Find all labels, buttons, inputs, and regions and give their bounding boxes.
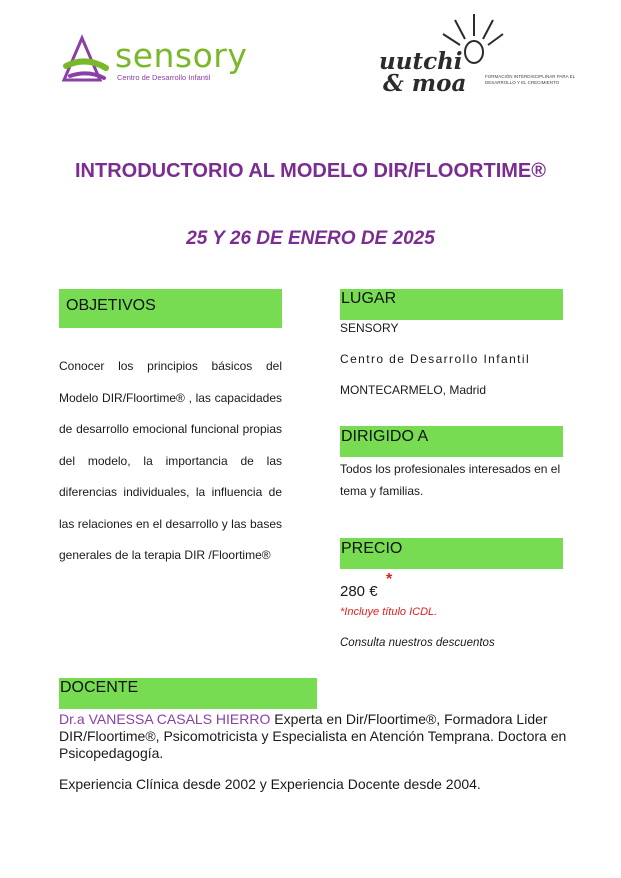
logo-tagline: FORMACIÓN INTERDISCIPLINAR PARA EL DESARROLLO Y EL CRECIMIENTO	[485, 74, 576, 85]
objetivos-heading	[59, 289, 282, 328]
sensory-logo-word: sensory	[115, 36, 248, 75]
objetivos-text: Conocer los principios básicos del Modelo DIR/Floortime® , las capacidades de desarrollo emocional funcional propias del modelo, la importancia de las diferencias individuales, la influencia de las relaciones en el desarrollo y las bases generales de la terapia DIR /Floortime®	[59, 359, 282, 562]
descuentos-note: Consulta nuestros descuentos	[340, 637, 495, 649]
uutchi-moa-logo	[375, 8, 585, 118]
price-asterisk: *	[386, 571, 393, 588]
logo-word-uutchi: uutchi	[379, 48, 463, 75]
sensory-logo	[60, 0, 250, 120]
lugar-line-2: Centro de Desarrollo Infantil	[340, 352, 531, 366]
dirigido-heading-label: DIRIGIDO A	[341, 428, 429, 445]
docente-name: Dr.a VANESSA CASALS HIERRO	[59, 711, 271, 727]
sensory-logo-icon	[60, 30, 115, 85]
precio-heading	[340, 538, 563, 569]
page-title: INTRODUCTORIO AL MODELO DIR/FLOORTIME®	[74, 160, 546, 182]
lugar-heading-label: LUGAR	[341, 290, 397, 307]
docente-heading	[59, 678, 317, 709]
precio-heading-label: PRECIO	[341, 540, 403, 557]
lugar-heading	[340, 289, 563, 320]
price-note: *Incluye título ICDL.	[340, 606, 438, 618]
price-value: 280 €	[340, 583, 378, 600]
course-date: 25 Y 26 DE ENERO DE 2025	[186, 228, 435, 249]
dirigido-text: Todos los profesionales interesados en el tema y familias.	[340, 462, 561, 498]
objetivos-heading-label: OBJETIVOS	[66, 297, 156, 314]
dirigido-heading	[340, 426, 563, 457]
docente-heading-label: DOCENTE	[60, 679, 139, 696]
lugar-line-3: MONTECARMELO, Madrid	[340, 383, 487, 397]
sensory-logo-subtitle: Centro de Desarrollo Infantil	[117, 73, 211, 82]
lugar-line-1: SENSORY	[340, 321, 399, 335]
docente-bio: Experta en Dir/Floortime®, Formadora Lider DIR/Floortime®, Psicomotricista y Especialista en Atención Temprana. Doctora en Psicopedagogía.	[59, 711, 567, 761]
docente-description	[59, 711, 569, 762]
docente-experiencia: Experiencia Clínica desde 2002 y Experiencia Docente desde 2004.	[59, 776, 481, 792]
logo-word-moa: & moa	[383, 70, 467, 97]
